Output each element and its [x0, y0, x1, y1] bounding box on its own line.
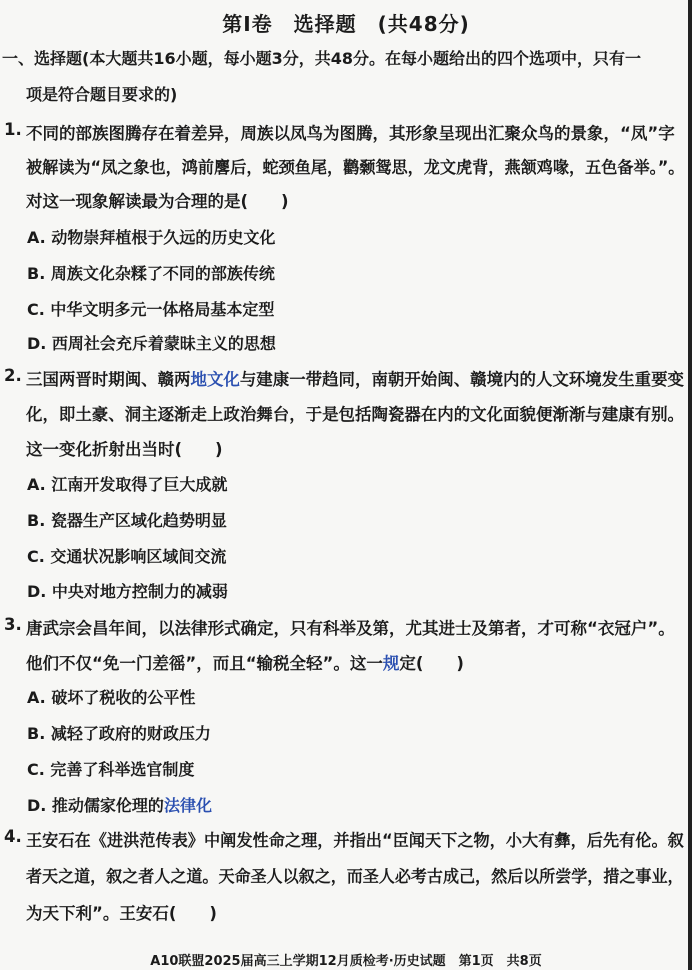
question-1-line-2: 被解读为“凤之象也，鸿前麐后，蛇颈鱼尾，鹳颡鸳思，龙文虎背，燕颔鸡喙，五色备举。”。: [26, 158, 685, 177]
question-2-option-b[interactable]: B. 瓷器生产区域化趋势明显: [27, 511, 227, 530]
question-3-line-2-part-a: 他们不仅“免一门差徭”，而且“输税全轻”。这一: [26, 654, 383, 673]
question-2-option-c[interactable]: C. 交通状况影响区域间交流: [27, 547, 227, 566]
page-footer: A10联盟2025届高三上学期12月质检考·历史试题 第1页 共8页: [150, 954, 542, 969]
scan-edge: [688, 0, 692, 970]
question-4-line-2: 者天之道，叙之者人之道。天命圣人以叙之，而圣人必考古成己，然后以所尝学，措之事业，: [26, 867, 684, 886]
question-1-option-c[interactable]: C. 中华文明多元一体格局基本定型: [27, 300, 275, 319]
question-number: 4.: [4, 827, 22, 846]
question-1-option-a[interactable]: A. 动物崇拜植根于久远的历史文化: [27, 228, 276, 247]
instructions-line-2: 项是符合题目要求的): [26, 85, 178, 104]
question-1-line-3: 对这一现象解读最为合理的是( ): [26, 192, 289, 211]
question-4-line-3: 为天下利”。王安石( ): [26, 904, 217, 923]
question-3-line-2: [26, 650, 464, 674]
question-4-line-1: 王安石在《进洪范传表》中阐发性命之理，并指出“臣闻天下之物，小大有彝，后先有伦。叙: [26, 831, 684, 850]
question-3-option-b[interactable]: B. 减轻了政府的财政压力: [27, 724, 211, 743]
question-2-option-a[interactable]: A. 江南开发取得了巨大成就: [27, 475, 228, 494]
question-1-option-b[interactable]: B. 周族文化杂糅了不同的部族传统: [27, 264, 275, 283]
question-2-line-1-part-a: 三国两晋时期闽、赣两: [26, 370, 191, 389]
question-3-option-d-highlight: 法律化: [163, 796, 212, 815]
question-2-line-3: 这一变化折射出当时( ): [26, 440, 223, 459]
question-number: 2.: [4, 366, 22, 385]
question-2-highlight: 地文化: [190, 370, 240, 389]
question-3-option-d-part-a: D. 推动儒家伦理的: [27, 796, 164, 815]
question-2-option-d[interactable]: D. 中央对地方控制力的减弱: [27, 582, 228, 601]
question-3-highlight: 规: [382, 654, 400, 673]
question-3-line-1: 唐武宗会昌年间，以法律形式确定，只有科举及第，尤其进士及第者，才可称“衣冠户”。: [26, 619, 675, 638]
section-title: 第Ⅰ卷 选择题 (共48分): [222, 12, 470, 36]
instructions-line-1: 一、选择题(本大题共16小题，每小题3分，共48分。在每小题给出的四个选项中，只有一: [2, 49, 641, 68]
question-1-option-d[interactable]: D. 西周社会充斥着蒙昧主义的思想: [27, 334, 276, 353]
question-3-option-d[interactable]: [27, 793, 212, 816]
question-1-line-1: 不同的部族图腾存在着差异，周族以凤鸟为图腾，其形象呈现出汇聚众鸟的景象，“凤”字: [26, 124, 675, 143]
question-3-line-2-part-c: 定( ): [399, 654, 464, 673]
question-number: 3.: [4, 615, 22, 634]
question-2-line-2: 化，即土豪、洞主逐渐走上政治舞台，于是包括陶瓷器在内的文化面貌便渐渐与建康有别。: [26, 405, 684, 424]
question-2-line-1: [26, 366, 684, 390]
question-3-option-a[interactable]: A. 破坏了税收的公平性: [27, 688, 196, 707]
question-3-option-c[interactable]: C. 完善了科举选官制度: [27, 760, 195, 779]
question-number: 1.: [4, 120, 22, 139]
question-2-line-1-part-c: 与建康一带趋同，南朝开始闽、赣境内的人文环境发生重要变: [239, 370, 684, 389]
